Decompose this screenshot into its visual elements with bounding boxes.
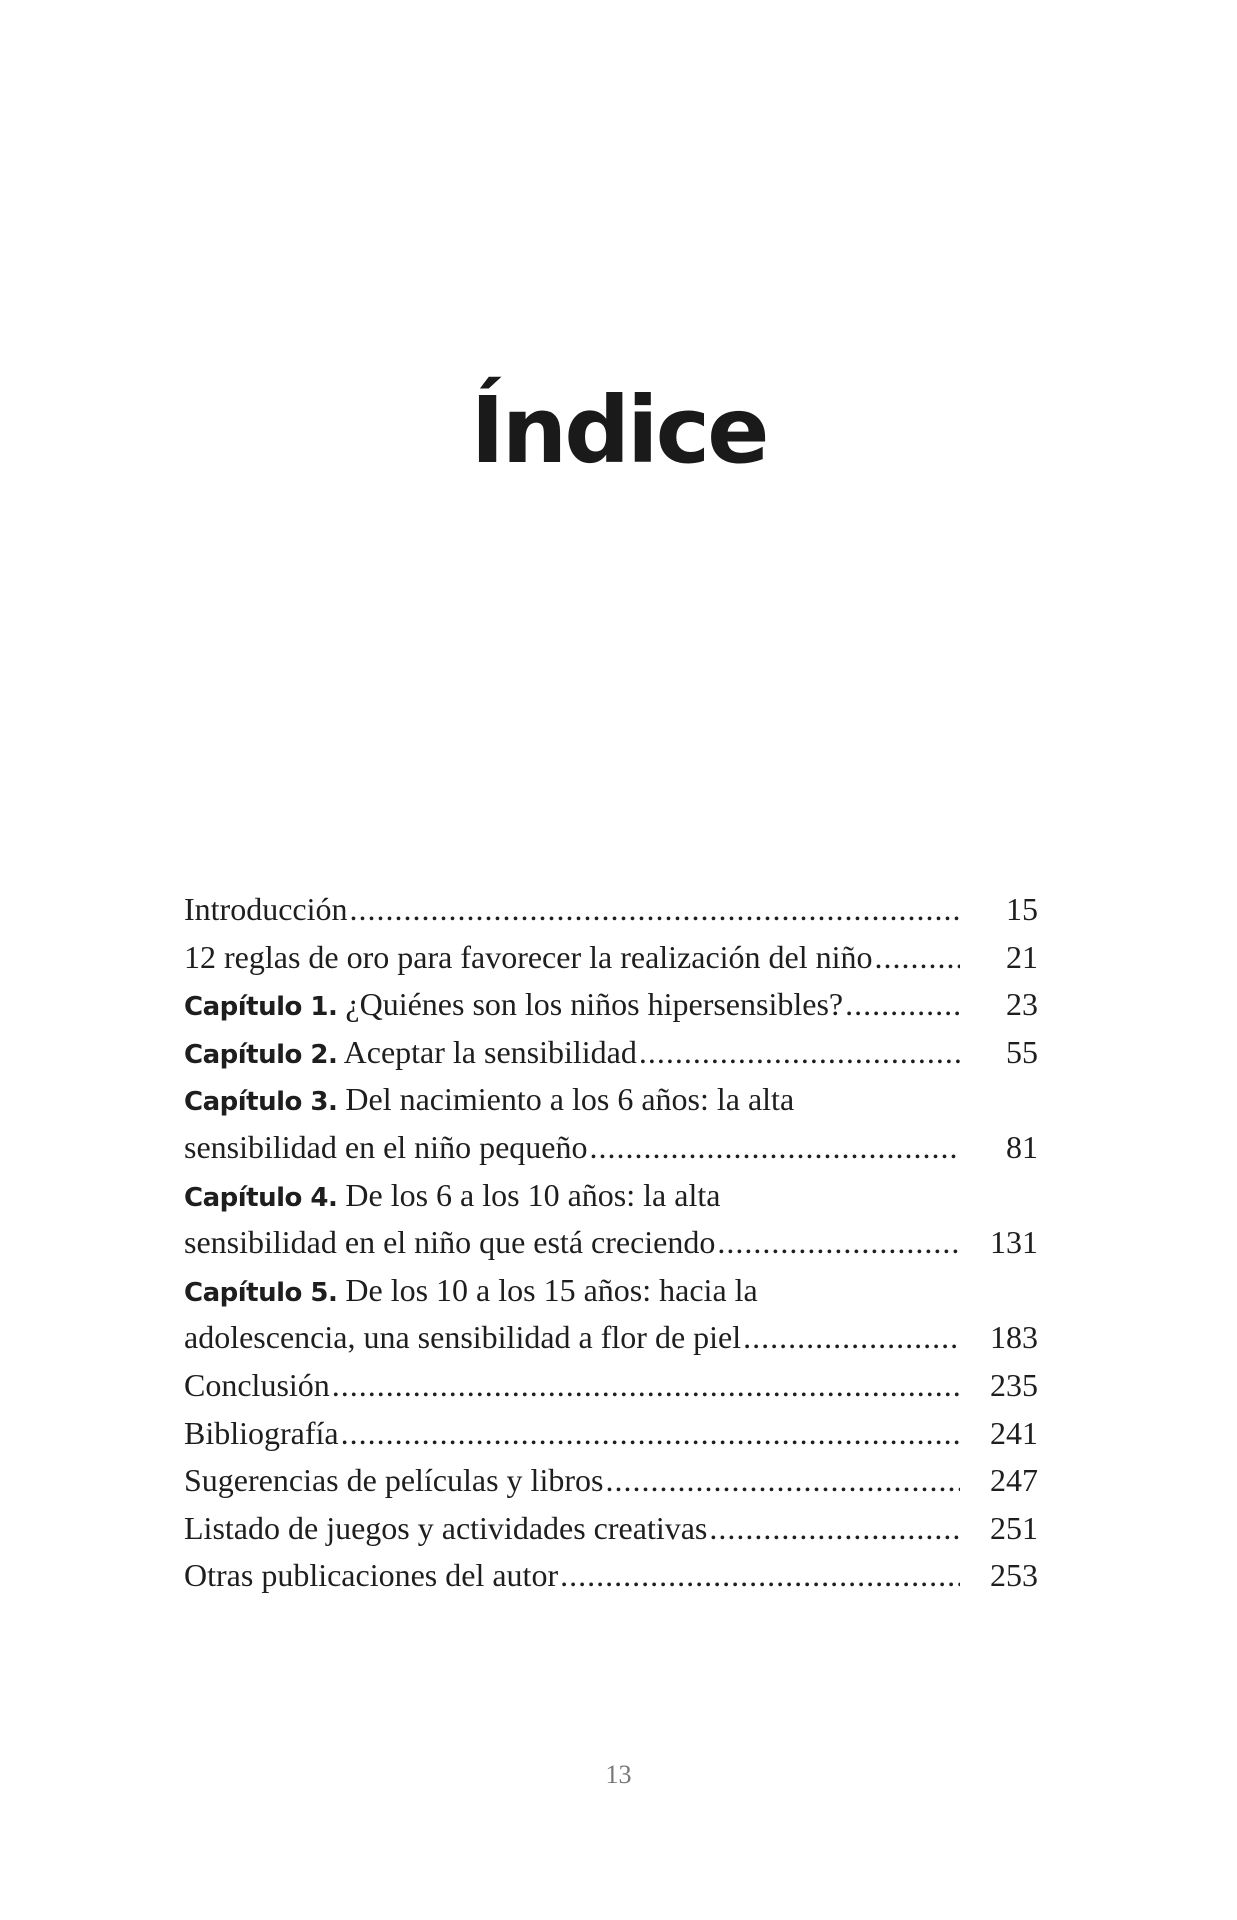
toc-entry-page: 183 — [990, 1319, 1038, 1356]
toc-entry-text — [184, 886, 960, 934]
toc-entry — [184, 1362, 1038, 1410]
dot-leader — [709, 1505, 960, 1553]
toc-entry-label — [184, 1076, 794, 1127]
toc-entry — [184, 934, 1038, 982]
toc-entry — [184, 1219, 1038, 1267]
toc-entry-page: 235 — [990, 1366, 1038, 1403]
toc-entry-text — [184, 934, 960, 982]
toc-entry-label — [184, 886, 348, 934]
chapter-prefix: Capítulo 3. — [184, 1087, 338, 1118]
toc-entry — [184, 1076, 1038, 1124]
toc-entry-text — [184, 1124, 960, 1172]
toc-entry-text — [184, 1267, 960, 1318]
toc-entry-label — [184, 1362, 330, 1410]
toc-entry-title: Conclusión — [184, 1366, 330, 1403]
dot-leader — [639, 1029, 960, 1077]
page-number: 13 — [605, 1760, 632, 1789]
toc-entry-label — [184, 934, 873, 982]
toc-entry-text — [184, 1219, 960, 1267]
toc-entry-title: sensibilidad en el niño que está creciendo — [184, 1224, 716, 1261]
chapter-prefix: Capítulo 5. — [184, 1277, 338, 1308]
dot-leader — [875, 934, 960, 982]
dot-leader — [717, 1219, 960, 1267]
toc-entry-label — [184, 1267, 758, 1318]
chapter-prefix: Capítulo 4. — [184, 1182, 338, 1213]
toc-entry-text — [184, 1076, 960, 1127]
toc-entry-text — [184, 1172, 960, 1223]
toc-entry-title: Aceptar la sensibilidad — [337, 1033, 637, 1070]
toc-entry-page: 55 — [1006, 1033, 1038, 1070]
toc-entry-page: 131 — [990, 1224, 1038, 1261]
dot-leader — [341, 1410, 960, 1458]
toc-entry-label — [184, 1410, 339, 1458]
toc-entry-text — [184, 1314, 960, 1362]
toc-entry — [184, 1267, 1038, 1315]
table-of-contents — [184, 886, 1038, 1600]
toc-entry-label — [184, 1457, 603, 1505]
toc-entry-title: De los 10 a los 15 años: hacia la — [337, 1271, 758, 1308]
dot-leader — [350, 886, 961, 934]
toc-entry-title: 12 reglas de oro para favorecer la realización del niño — [184, 938, 873, 975]
toc-entry — [184, 886, 1038, 934]
page-title: Índice — [470, 377, 767, 484]
toc-entry-label — [184, 1219, 715, 1267]
toc-entry — [184, 1457, 1038, 1505]
toc-entry-label — [184, 1029, 637, 1080]
chapter-prefix: Capítulo 1. — [184, 992, 338, 1023]
toc-entry-page: 241 — [990, 1414, 1038, 1451]
toc-entry-title: Sugerencias de películas y libros — [184, 1462, 604, 1499]
toc-entry-page: 251 — [990, 1509, 1038, 1546]
toc-entry-label — [184, 981, 843, 1032]
toc-entry-title: Listado de juegos y actividades creativas — [184, 1509, 708, 1546]
dot-leader — [605, 1457, 960, 1505]
toc-entry-text — [184, 1410, 960, 1458]
toc-entry-label — [184, 1505, 707, 1553]
toc-entry-page: 21 — [1006, 938, 1038, 975]
toc-entry-title: Bibliografía — [184, 1414, 339, 1451]
toc-entry-text — [184, 1552, 960, 1600]
toc-entry — [184, 1552, 1038, 1600]
toc-entry-title: De los 6 a los 10 años: la alta — [337, 1176, 721, 1213]
toc-entry — [184, 1124, 1038, 1172]
toc-entry-label — [184, 1124, 587, 1172]
toc-entry-page: 247 — [990, 1462, 1038, 1499]
chapter-prefix: Capítulo 2. — [184, 1039, 338, 1070]
toc-entry-label — [184, 1314, 741, 1362]
toc-entry — [184, 1314, 1038, 1362]
toc-entry-title: ¿Quiénes son los niños hipersensibles? — [337, 986, 844, 1023]
toc-entry-label — [184, 1172, 720, 1223]
dot-leader — [560, 1552, 960, 1600]
toc-entry-text — [184, 1505, 960, 1553]
dot-leader — [332, 1362, 960, 1410]
toc-entry-title: sensibilidad en el niño pequeño — [184, 1128, 588, 1165]
dot-leader — [589, 1124, 960, 1172]
toc-entry — [184, 1505, 1038, 1553]
toc-entry — [184, 981, 1038, 1029]
toc-entry-text — [184, 1457, 960, 1505]
dot-leader — [743, 1314, 960, 1362]
toc-entry-page: 81 — [1006, 1128, 1038, 1165]
toc-entry-text — [184, 1029, 960, 1080]
toc-entry — [184, 1172, 1038, 1220]
toc-entry-title: Introducción — [184, 891, 348, 927]
toc-entry-text — [184, 1362, 960, 1410]
toc-entry-title: adolescencia, una sensibilidad a flor de piel — [184, 1319, 742, 1356]
toc-entry-text — [184, 981, 960, 1032]
toc-entry-label — [184, 1552, 558, 1600]
toc-entry-title: Del nacimiento a los 6 años: la alta — [337, 1081, 795, 1118]
toc-entry — [184, 1410, 1038, 1458]
toc-entry — [184, 1029, 1038, 1077]
toc-entry-title: Otras publicaciones del autor — [184, 1557, 559, 1594]
dot-leader — [845, 981, 960, 1029]
toc-entry-page: 15 — [1006, 891, 1038, 927]
toc-entry-page: 23 — [1006, 986, 1038, 1023]
toc-entry-page: 253 — [990, 1557, 1038, 1594]
